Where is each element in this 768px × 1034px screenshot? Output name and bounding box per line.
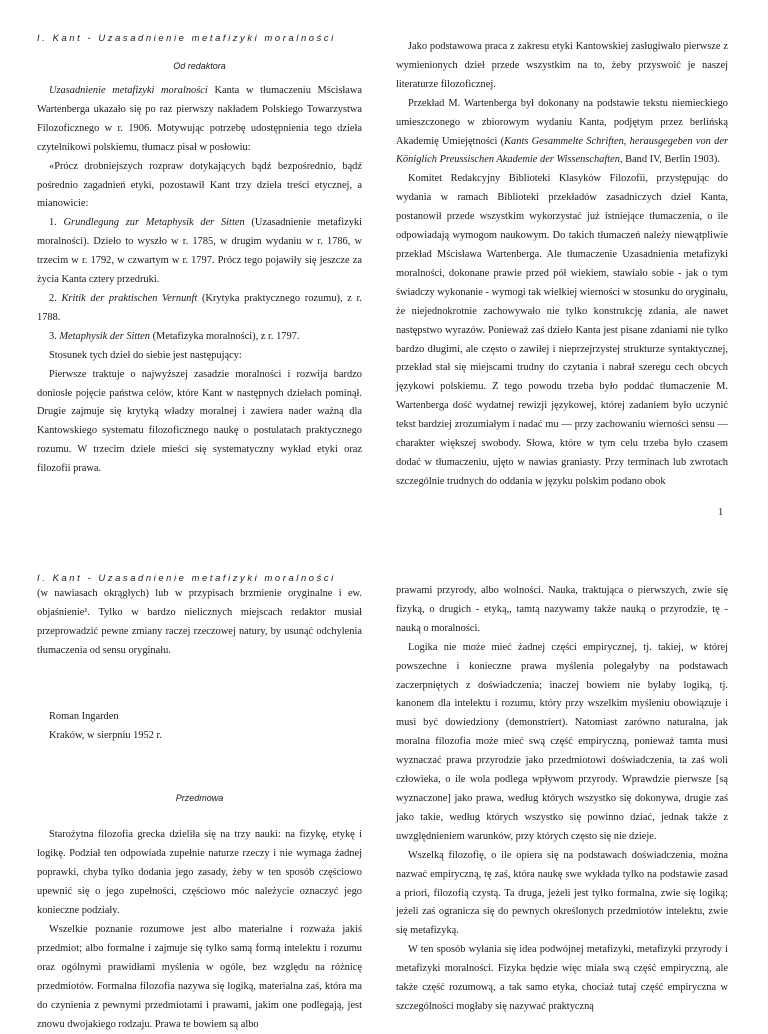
page-number: 1	[718, 507, 724, 518]
paragraph: W ten sposób wyłania się idea podwójnej metafizyki, metafizyki przyrody i metafizyki moralności. Fizyka będzie więc miała swą część empiryczną, ale także część rozumową, a tak samo etyka, chociaż tutaj część empiryczna w szczególności mogłaby się nazywać praktyczną	[396, 944, 728, 1012]
paragraph: Jako podstawowa praca z zakresu etyki Kantowskiej zasługiwało pierwsze z wymienionych dzieł przede wszystkim na to, żeby przyswoić je naszej literaturze filozoficznej.	[396, 41, 728, 90]
paragraph: Komitet Redakcyjny Biblioteki Klasyków Filozofii, przystępując do wydania w ramach Biblioteki przekładów zasadniczych dzieł Kanta, postanowił przede wszystkim wykorzystać już istniejące tłumaczenia, o ile odpowiadają wymogom naukowym. Do takich tłumaczeń należy niewątpliwie przekład Mścisława Wartenberga. Ale tłumaczenie Uzasadnienia metafizyki moralności, dokonane prawie przed pół wiekiem, stawiało sobie - jak o tym świadczy wykonanie - wymogi tak wielkiej wierności w stosunku do oryginału, że niejednokrotnie zachowywało nie tylko konstrukcję zdania, ale nawet następstwo wyrazów. Ponieważ zaś dzieło Kanta jest pisane zdaniami nie tylko bardzo długimi, ale często o zawiłej i nieprzejrzystej strukturze syntaktycznej, przekład stał się miejscami trudny do czytania i nabrał szeregu cech obcych językowi polskiemu. Z tego powodu trzeba było poddać tłumaczenie M. Wartenberga dość wydatnej rewizji językowej, której zadaniem było uczynić tekst bardziej zrozumiałym i nadać mu — przy zachowaniu wierności sensu — charakter większej swobody. Słowa, które w tym celu trzeba było czasem dodać w tłumaczeniu, ujęto w nawias graniasty. Przy terminach lub zwrotach szczególnie trudnych do oddania w języku polskim podano obok	[396, 173, 728, 487]
page1-left-column	[37, 0, 362, 479]
paragraph: (w nawiasach okrągłych) lub w przypisach brzmienie oryginalne i ew. objaśnienie¹. Tylko w bardzo nielicznych miejscach redaktor musiał przeprowadzić pewne zmiany raczej rzeczowej natury, by usunąć odchylenia tłumaczenia od sensu oryginału.	[37, 588, 362, 656]
paragraph: Wszelką filozofię, o ile opiera się na podstawach doświadczenia, można nazwać empiryczną, tę zaś, która naukę swe wykłada tylko na podstawie zasad a priori, filozofią czystą. Ta druga, jeżeli jest tylko formalna, zwie się logiką; jeżeli zaś ogranicza się do pewnych określonych przedmiotów intelektu, zwie się metafizyką.	[396, 849, 728, 937]
running-header: I. Kant - Uzasadnienie metafizyki moralności	[37, 32, 336, 43]
signature-place-date: Kraków, w sierpniu 1952 r.	[49, 729, 163, 741]
paragraph: Uzasadnienie metafizyki moralności Kanta w tłumaczeniu Mścisława Wartenberga ukazało się po raz pierwszy nakładem Polskiego Towarzystwa Filozoficznego w r. 1906. Motywując potrzebę udostępnienia tego dzieła czytelnikowi polskiemu, tłumacz pisał w posłowiu:	[37, 85, 362, 153]
list-item: 3. Metaphysik der Sitten (Metafizyka moralności), z r. 1797.	[49, 330, 300, 342]
paragraph: Pierwsze traktuje o najwyższej zasadzie moralności i rozwija bardzo doniosłe pojęcie państwa celów, które Kant w następnych dziełach pominął. Drugie zajmuje się krytyką władzy moralnej i zawiera nader ważną dla Kantowskiego systematu filozoficznego naukę o postulatach praktycznego rozumu. W trzecim dziele mieści się systematyczny wykład etyki oraz filozofii prawa.	[37, 368, 362, 475]
paragraph: Logika nie może mieć żadnej części empirycznej, tj. takiej, w której powszechne i konieczne prawa myślenia polegałyby na podstawach zaczerpniętych z doświadczenia; inaczej bowiem nie byłaby logiką, tj. kanonem dla intelektu i rozumu, który przy wszelkim myśleniu obowiązuje i musi być dowiedziony (demonstriert). Natomiast zarówno naturalna, jak moralna filozofia może mieć swą część empiryczną, ponieważ tamta musi wyznaczać prawa przyrodzie jako przedmiotowi doświadczenia, ta zaś woli człowieka, o ile wola podlega wpływom przyrody. Wprawdzie pierwsze [są wyznaczone] jako prawa, według których wszystko się dokonywa, drugie zaś jako takie, według których wszystko się powinno dziać, jednak także z uwzględnieniem warunków, przy których często się nie dzieje.	[396, 641, 728, 842]
paragraph: Stosunek tych dzieł do siebie jest następujący:	[49, 349, 242, 361]
list-item: 1. Grundlegung zur Metaphysik der Sitten (Uzasadnienie metafizyki moralności). Dzieło to wyszło w r. 1785, w drugim wydaniu w r. 1786, w trzecim w r. 1792, w czwartym w r. 1797. Prócz tego pojawiły się jeszcze za życia Kanta cztery przedruki.	[37, 217, 362, 286]
list-item: 2. Kritik der praktischen Vernunft (Krytyka praktycznego rozumu), z r. 1788.	[37, 292, 363, 323]
paragraph: Wszelkie poznanie rozumowe jest albo materialne i rozważa jakiś przedmiot; albo formalne i zajmuje się tylko samą formą intelektu i rozumu oraz ogólnymi prawidłami myślenia w ogóle, bez względu na różnicę przedmiotów. Formalna filozofia nazywa się logiką, materialna zaś, która ma do czynienia z pewnymi przedmiotami i prawami, jakim one podlegają, jest znowu dwojakiego rodzaju. Prawa te bowiem są albo	[37, 923, 362, 1030]
page1-right-column	[396, 0, 728, 492]
paragraph: Przekład M. Wartenberga był dokonany na podstawie tekstu niemieckiego umieszczonego w zbiorowym wydaniu Kanta, podjętym przez berlińską Akademię Umiejętności (Kants Gesammelte Schriften, herausgegeben von der Königlich Preussischen Akademie der Wissenschaften, Band IV, Berlin 1903).	[396, 97, 728, 166]
paragraph: Starożytna filozofia grecka dzieliła się na trzy nauki: na fizykę, etykę i logikę. Podział ten odpowiada zupełnie naturze rzeczy i nie wymaga żadnej poprawki, chyba tylko dodania jego zasady, żeby w ten sposób częściowo upewnić się o jego zupełności, częściowo móc należycie oznaczyć jego konieczne podziały.	[37, 829, 362, 917]
paragraph: prawami przyrody, albo wolności. Nauka, traktująca o pierwszych, zwie się fizyką, o drugich - etyką,, tamtą nazywamy także nauką o przyrodzie, tę - nauką o moralności.	[396, 585, 728, 634]
section-title-przedmowa: Przedmowa	[175, 793, 224, 804]
page2-left-column	[37, 512, 362, 1034]
paragraph: «Prócz drobniejszych rozpraw dotykających bądź bezpośrednio, bądź pośrednio zagadnień etyki, pozostawił Kant trzy dzieła treści etycznej, a mianowicie:	[37, 160, 362, 210]
document-page-2	[0, 512, 768, 1030]
running-header: I. Kant - Uzasadnienie metafizyki moralności	[37, 572, 336, 583]
signature-name: Roman Ingarden	[49, 710, 119, 722]
section-title-od-redaktora: Od redaktora	[173, 61, 226, 71]
page2-right-column	[396, 512, 728, 1017]
